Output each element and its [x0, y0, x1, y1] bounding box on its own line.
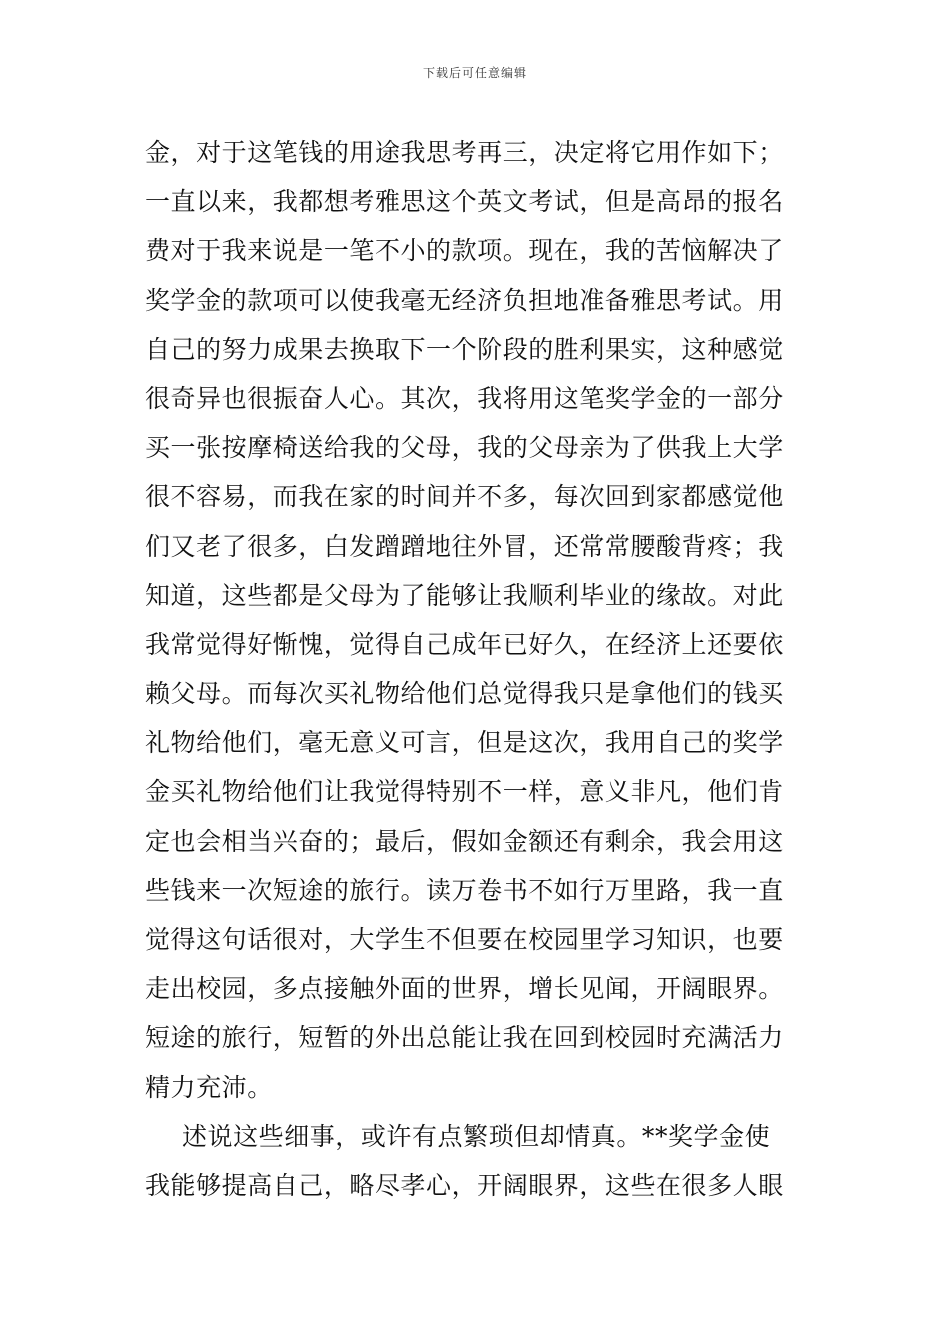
text-line: 费对于我来说是一笔不小的款项。现在，我的苦恼解决了	[145, 236, 784, 266]
text-line: 我能够提高自己，略尽孝心，开阔眼界，这些在很多人眼	[145, 1170, 784, 1200]
text-line: 金买礼物给他们让我觉得特别不一样，意义非凡，他们肯	[145, 777, 784, 807]
document-body	[145, 128, 810, 1210]
text-line: 自己的努力成果去换取下一个阶段的胜利果实，这种感觉	[145, 334, 784, 364]
text-line: 我常觉得好惭愧，觉得自己成年已好久，在经济上还要依	[145, 629, 784, 659]
text-line: 一直以来，我都想考雅思这个英文考试，但是高昂的报名	[145, 187, 784, 217]
text-line: 礼物给他们，毫无意义可言，但是这次，我用自己的奖学	[145, 728, 784, 758]
text-line: 很不容易，而我在家的时间并不多，每次回到家都感觉他	[145, 482, 784, 512]
text-line: 很奇异也很振奋人心。其次，我将用这笔奖学金的一部分	[145, 383, 784, 413]
text-line: 买一张按摩椅送给我的父母，我的父母亲为了供我上大学	[145, 433, 784, 463]
text-line: 定也会相当兴奋的；最后，假如金额还有剩余，我会用这	[145, 826, 784, 856]
text-line: 奖学金的款项可以使我毫无经济负担地准备雅思考试。用	[145, 285, 784, 315]
text-line: 们又老了很多，白发蹭蹭地往外冒，还常常腰酸背疼；我	[145, 531, 784, 561]
text-line: 知道，这些都是父母为了能够让我顺利毕业的缘故。对此	[145, 580, 784, 610]
page-header: 下载后可任意编辑	[422, 66, 527, 80]
text-line: 赖父母。而每次买礼物给他们总觉得我只是拿他们的钱买	[145, 679, 784, 709]
text-line: 精力充沛。	[145, 1072, 273, 1102]
text-line: 走出校园，多点接触外面的世界，增长见闻，开阔眼界。	[145, 974, 784, 1004]
text-line: 些钱来一次短途的旅行。读万卷书不如行万里路，我一直	[145, 875, 784, 905]
paragraph-first-line: 述说这些细事，或许有点繁琐但却情真。**奖学金使	[182, 1121, 771, 1151]
text-line: 短途的旅行，短暂的外出总能让我在回到校园时充满活力	[145, 1023, 784, 1053]
text-line: 觉得这句话很对，大学生不但要在校园里学习知识，也要	[145, 925, 784, 954]
text-line: 金，对于这笔钱的用途我思考再三，决定将它用作如下；	[145, 138, 784, 167]
